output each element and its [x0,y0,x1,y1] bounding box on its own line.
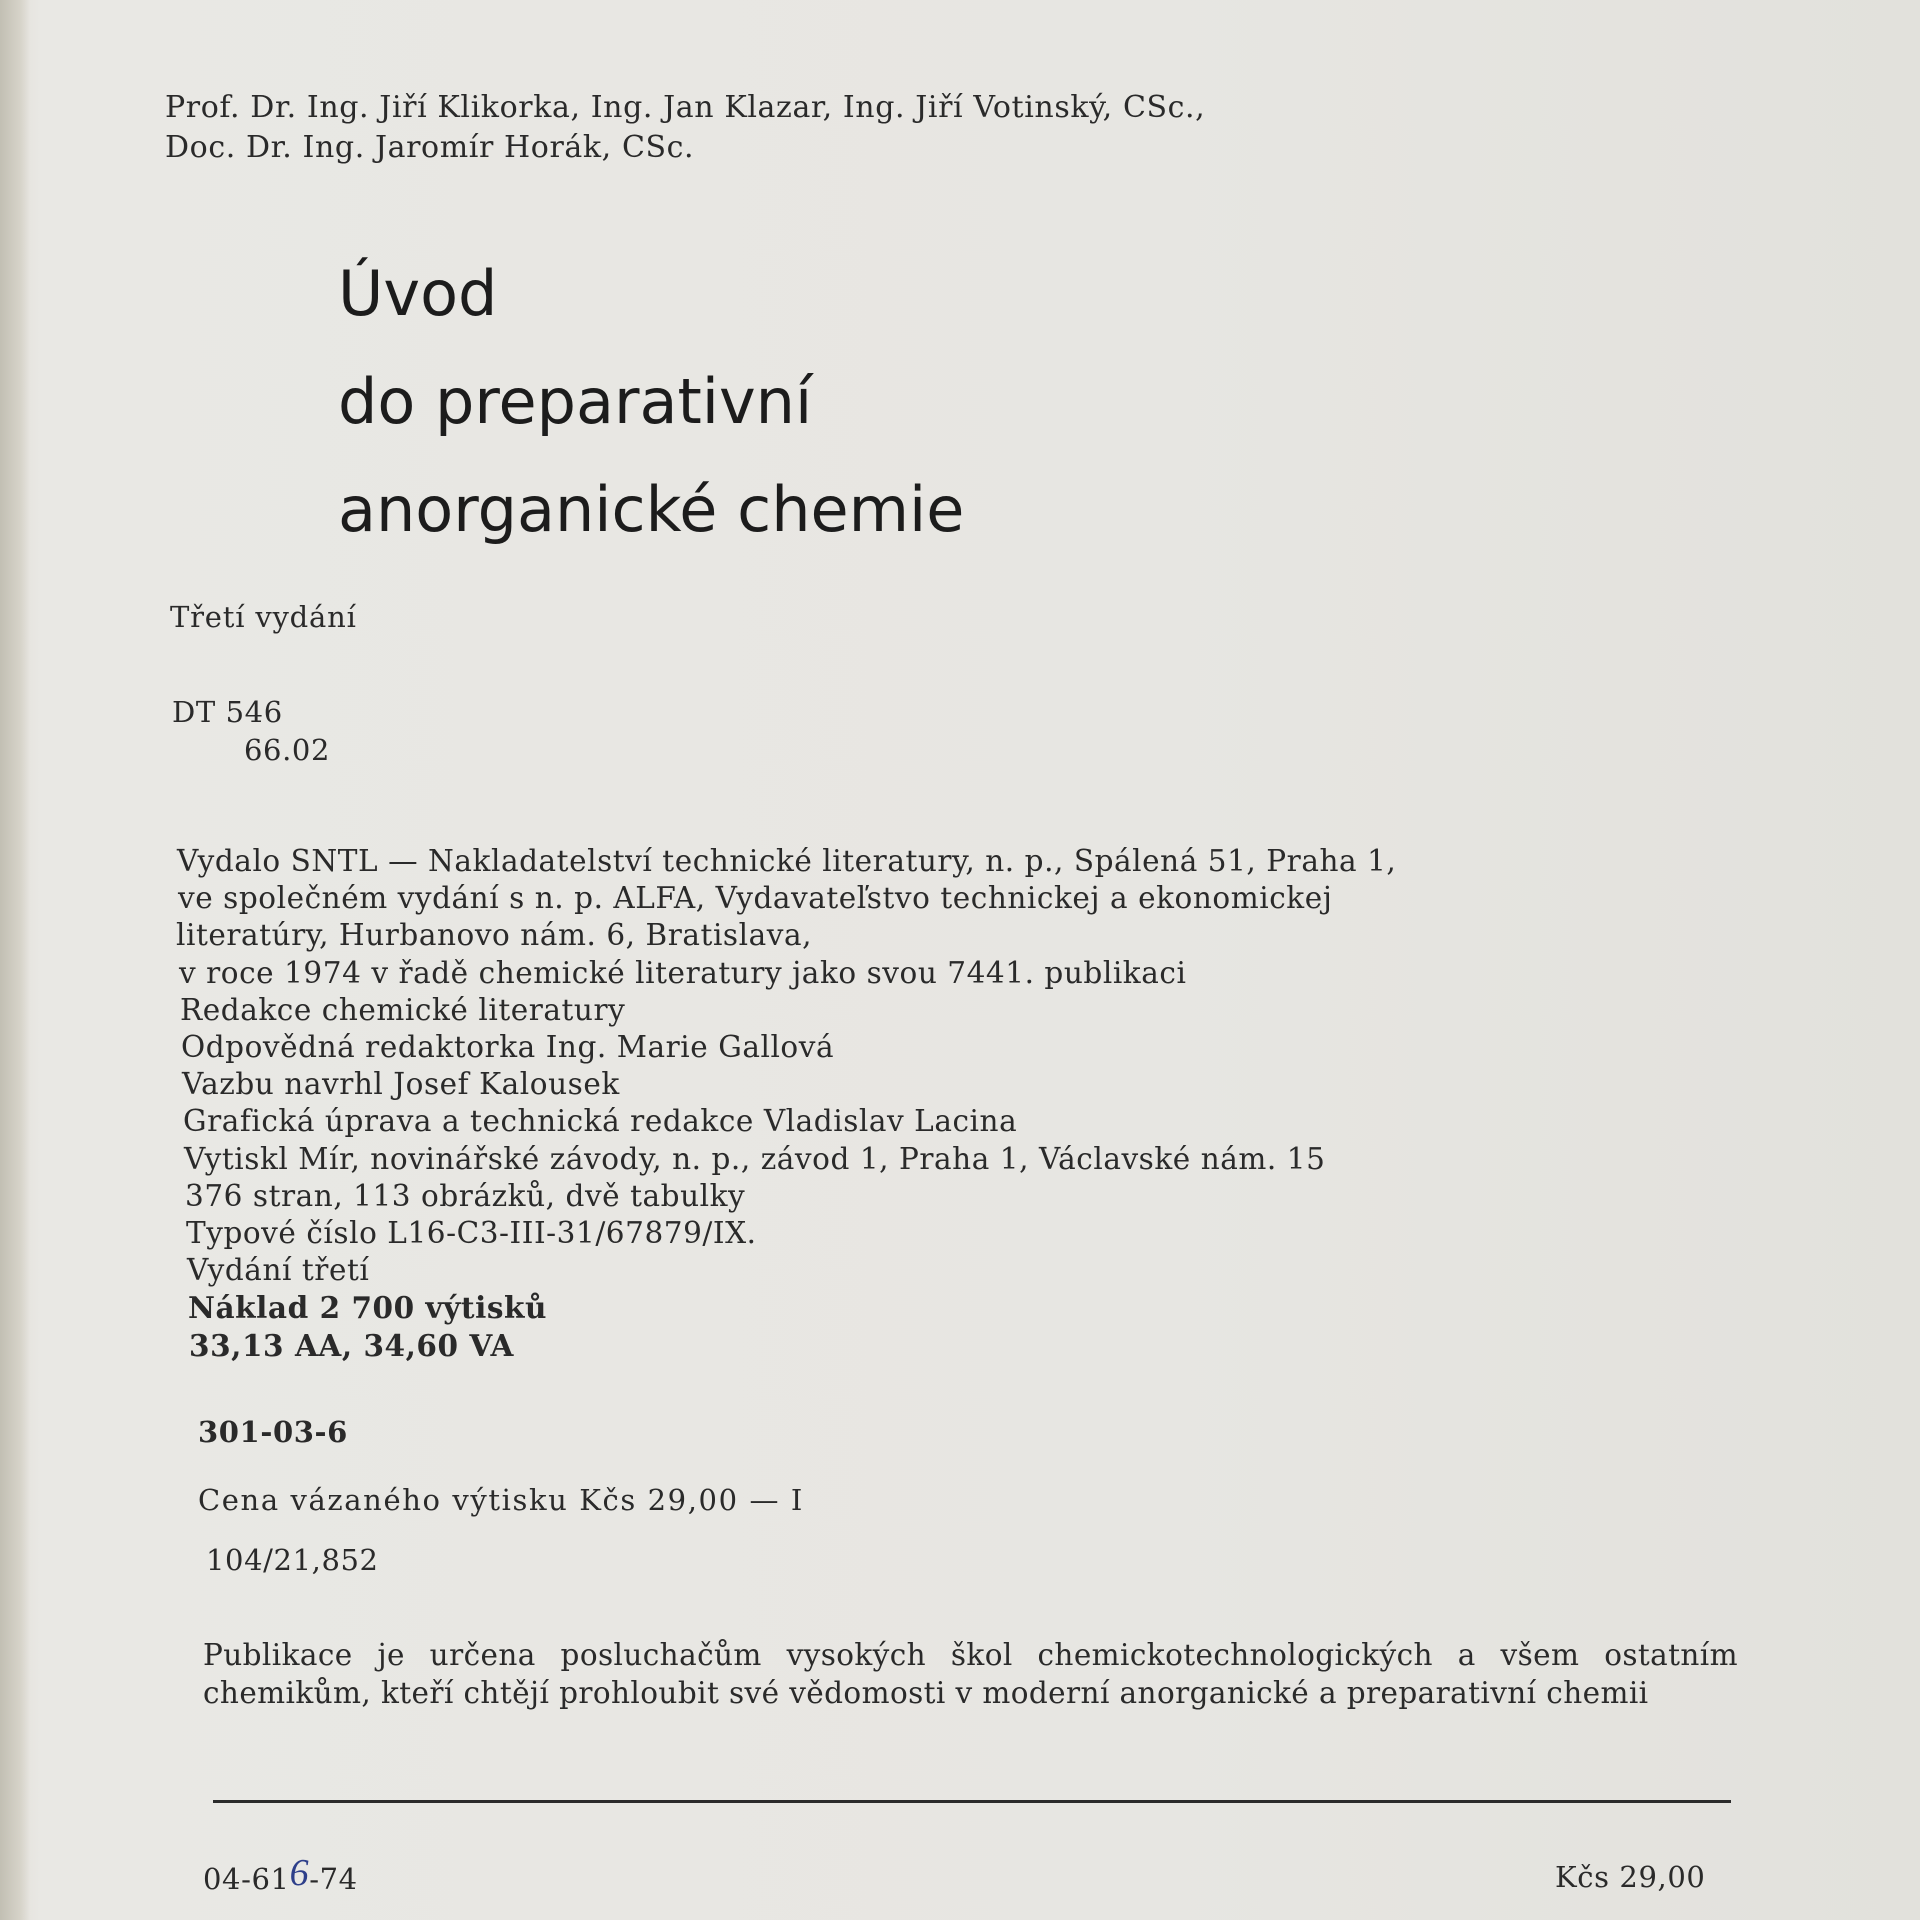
imprint-line: ve společném vydání s n. p. ALFA, Vydavateľstvo technickej a ekonomickej [178,881,1333,916]
purpose-statement: Publikace je určena posluchačům vysokých škol chemickotechnologických a všem ostatním chemikům, kteří chtějí prohloubit své vědomosti v moderní anorganické a preparativní chemii [203,1638,1738,1710]
footer-code-handwritten: 6 [289,1852,310,1894]
dt-classification [172,693,330,769]
footer-price: Kčs 29,00 [1555,1860,1706,1894]
imprint-line: Vazbu navrhl Josef Kalousek [182,1067,620,1102]
dt-line-2: 66.02 [244,733,331,767]
imprint-line: Vydalo SNTL — Nakladatelství technické literatury, n. p., Spálená 51, Praha 1, [177,844,1397,878]
registration-number: 104/21,852 [206,1543,379,1577]
title-line-2: do preparativní [338,365,813,438]
imprint-line: Vytiskl Mír, novinářské závody, n. p., závod 1, Praha 1, Václavské nám. 15 [184,1141,1326,1176]
imprint-line: 376 stran, 113 obrázků, dvě tabulky [185,1178,746,1213]
edition-label: Třetí vydání [170,600,357,634]
title-line-3: anorganické chemie [338,473,965,546]
imprint-line: Redakce chemické literatury [180,992,626,1027]
catalog-number: 301-03-6 [198,1415,348,1449]
imprint-line: v roce 1974 v řadě chemické literatury jako svou 7441. publikaci [179,955,1187,990]
imprint-line: literatúry, Hurbanovo nám. 6, Bratislava, [176,918,813,953]
price-line: Cena vázaného výtisku Kčs 29,00 — I [198,1483,804,1517]
footer-code-suffix: -74 [309,1862,358,1896]
authors-line-2: Doc. Dr. Ing. Jaromír Horák, CSc. [165,130,695,165]
authors-line-1: Prof. Dr. Ing. Jiří Klikorka, Ing. Jan Klazar, Ing. Jiří Votinský, CSc., [165,90,1206,125]
imprint-line: Vydání třetí [187,1253,370,1288]
imprint-line: Grafická úprava a technická redakce Vladislav Lacina [183,1104,1018,1139]
imprint-line: 33,13 AA, 34,60 VA [189,1327,514,1363]
authors-block [165,88,1205,168]
imprint-line: Typové číslo L16-C3-III-31/67879/IX. [186,1216,757,1251]
book-title [338,240,964,564]
title-line-1: Úvod [338,257,498,330]
imprint-line: Náklad 2 700 výtisků [188,1290,547,1326]
divider-rule [213,1800,1731,1803]
footer-code [203,1852,358,1899]
imprint-line: Odpovědná redaktorka Ing. Marie Gallová [181,1030,835,1065]
imprint-block [177,843,1396,1364]
footer-code-prefix: 04-61 [203,1862,290,1896]
dt-line-1: DT 546 [172,695,283,729]
page-gutter-shadow [0,0,30,1920]
